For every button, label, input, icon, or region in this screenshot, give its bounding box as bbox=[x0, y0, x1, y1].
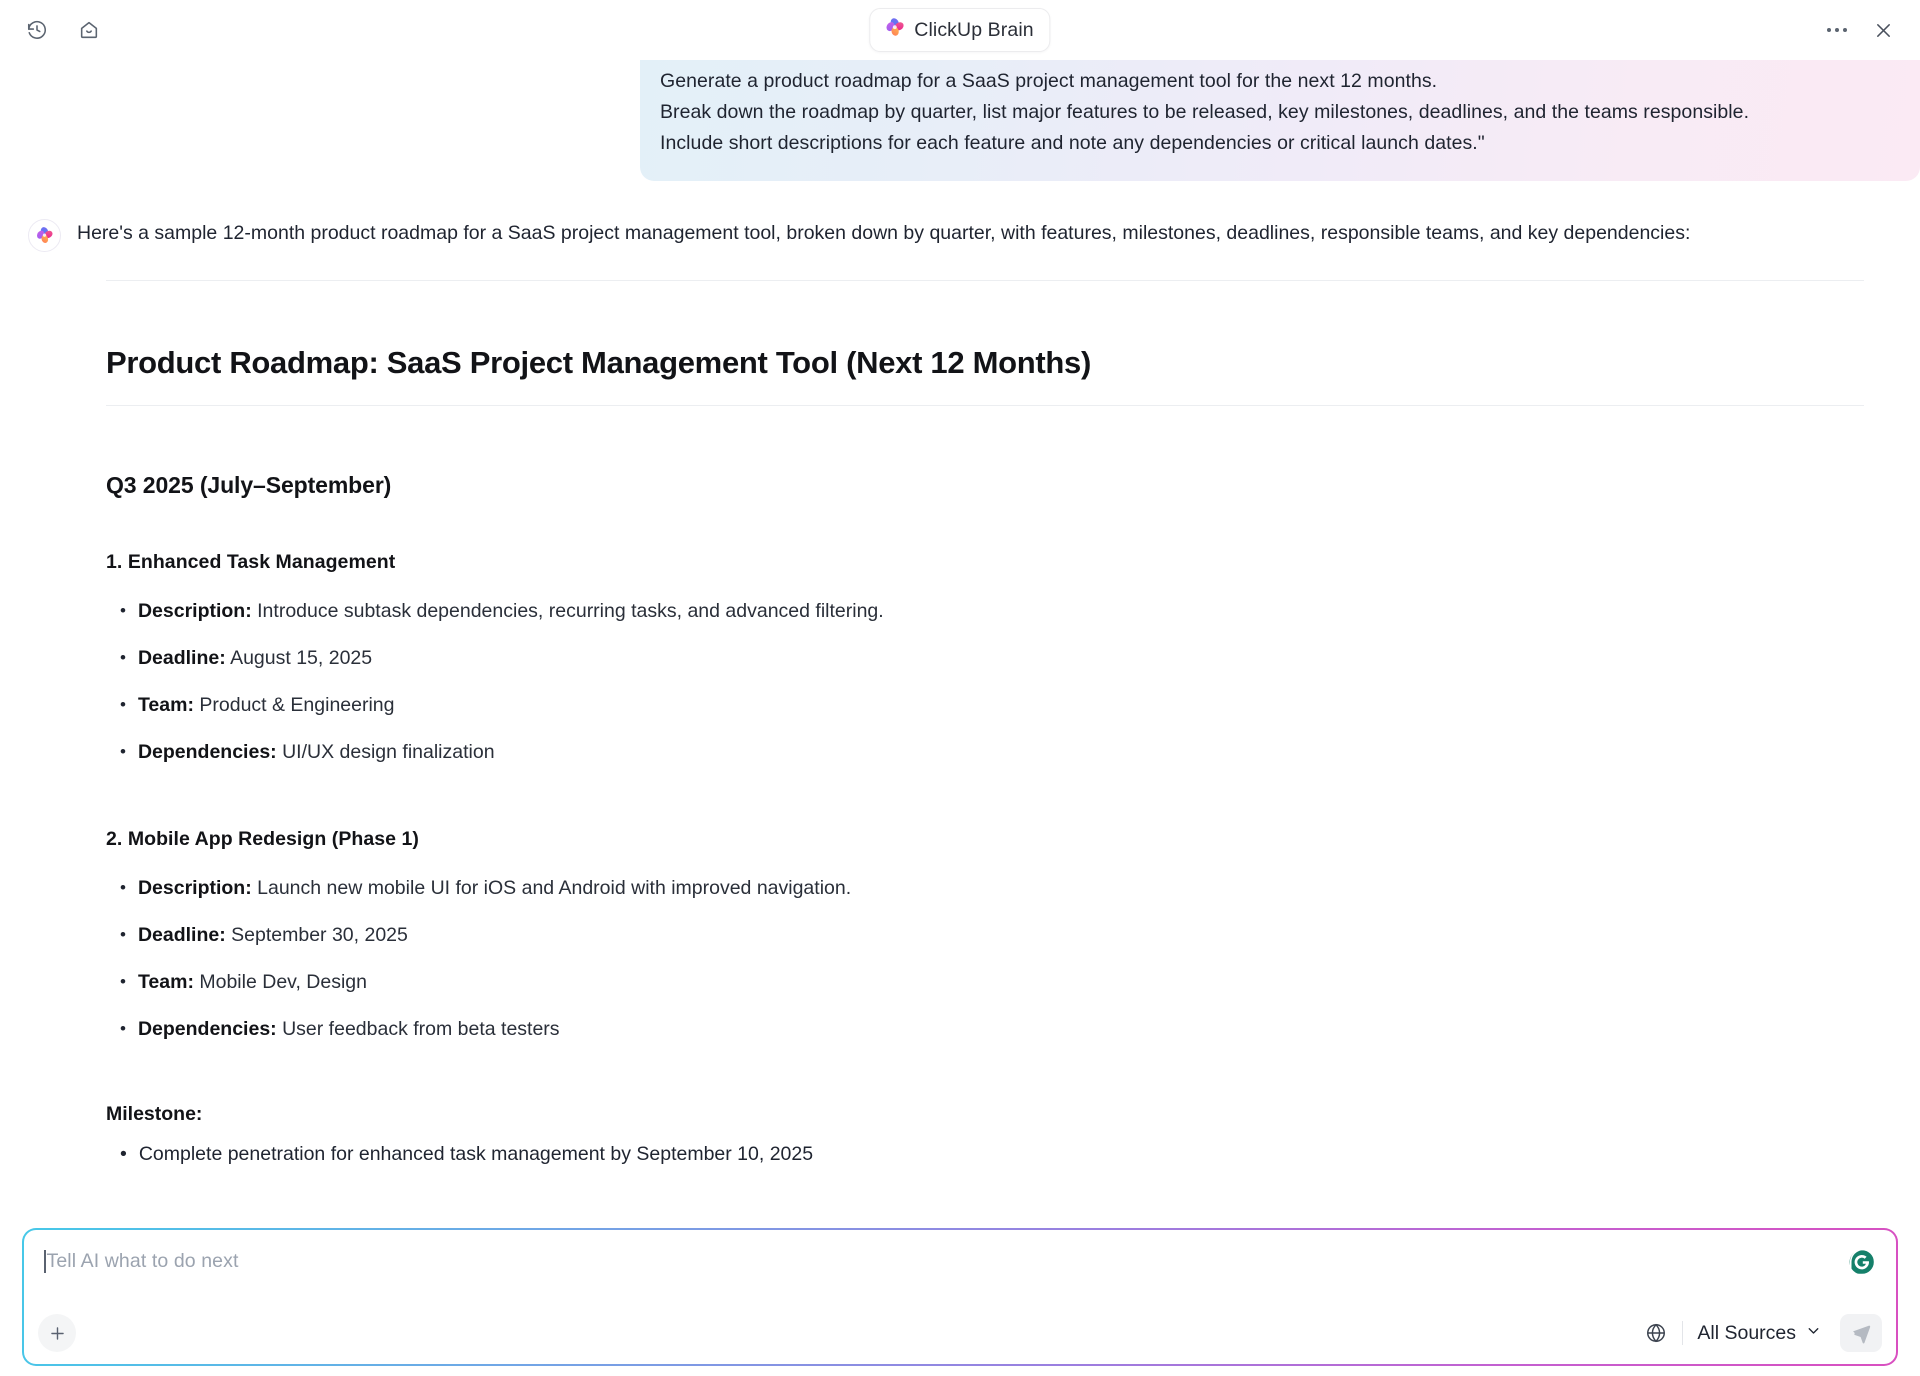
bullet-dot-icon: • bbox=[120, 601, 126, 620]
quarter-heading: Q3 2025 (July–September) bbox=[106, 472, 392, 498]
toolbar-divider bbox=[1682, 1321, 1683, 1345]
close-icon[interactable] bbox=[1868, 15, 1898, 45]
conversation-content bbox=[0, 48, 1920, 1169]
feature-title: 1. Enhanced Task Management bbox=[106, 551, 396, 573]
globe-icon[interactable] bbox=[1636, 1315, 1676, 1351]
composer-input-row[interactable] bbox=[44, 1248, 1876, 1274]
milestone-heading: Milestone: bbox=[106, 1103, 203, 1125]
milestone-text: Complete penetration for enhanced task management by September 10, 2025 bbox=[138, 1143, 814, 1165]
list-item bbox=[106, 588, 1842, 635]
sources-dropdown[interactable] bbox=[1693, 1316, 1826, 1351]
bullet-value: UI/UX design finalization bbox=[282, 741, 495, 763]
intro-divider bbox=[106, 280, 1864, 281]
bullet-label: Team: bbox=[137, 694, 194, 716]
list-item bbox=[106, 912, 1842, 959]
brain-title-label: ClickUp Brain bbox=[914, 18, 1034, 41]
feature-bullet-list bbox=[106, 588, 1842, 776]
assistant-avatar bbox=[28, 219, 61, 252]
milestone-list-item bbox=[106, 1126, 1842, 1169]
list-item bbox=[106, 865, 1842, 912]
bullet-dot-icon: • bbox=[120, 742, 126, 761]
chevron-down-icon bbox=[1805, 1322, 1822, 1345]
composer-container bbox=[22, 1228, 1898, 1366]
title-divider bbox=[106, 405, 1864, 406]
feature-block bbox=[106, 551, 1842, 776]
bullet-dot-icon: • bbox=[120, 878, 126, 897]
history-clock-icon[interactable] bbox=[22, 15, 52, 45]
plus-icon[interactable] bbox=[38, 1314, 76, 1352]
bullet-value: September 30, 2025 bbox=[231, 924, 408, 946]
brain-title-badge[interactable] bbox=[869, 8, 1050, 52]
conversation-scroll-area[interactable] bbox=[0, 48, 1920, 1376]
list-item bbox=[106, 729, 1842, 776]
bullet-value: August 15, 2025 bbox=[230, 647, 373, 669]
bullet-label: Team: bbox=[137, 971, 194, 993]
bullet-value: Mobile Dev, Design bbox=[199, 971, 368, 993]
bullet-dot-icon: • bbox=[120, 972, 126, 991]
list-item bbox=[106, 959, 1842, 1006]
window-topbar bbox=[0, 0, 1920, 60]
page-title: Product Roadmap: SaaS Project Management Tool (Next 12 Months) bbox=[106, 345, 1092, 380]
composer-toolbar bbox=[24, 1302, 1896, 1364]
list-item bbox=[106, 635, 1842, 682]
topbar-right-actions bbox=[1822, 15, 1898, 45]
topbar-left-actions bbox=[22, 15, 104, 45]
send-button[interactable] bbox=[1840, 1314, 1882, 1352]
bullet-label: Description: bbox=[137, 877, 252, 899]
assistant-answer bbox=[0, 181, 1920, 1169]
bullet-label: Description: bbox=[137, 600, 252, 622]
feature-title: 2. Mobile App Redesign (Phase 1) bbox=[106, 828, 419, 850]
home-smile-icon[interactable] bbox=[74, 15, 104, 45]
user-prompt-line: Include short descriptions for each feature and note any dependencies or critical launch dates." bbox=[660, 132, 1485, 154]
bullet-dot-icon: • bbox=[120, 1143, 127, 1165]
bullet-label: Deadline: bbox=[137, 924, 226, 946]
bullet-dot-icon: • bbox=[120, 1019, 126, 1038]
search-input[interactable]: Tell AI what to do next bbox=[46, 1250, 239, 1272]
bullet-value: Introduce subtask dependencies, recurring tasks, and advanced filtering. bbox=[257, 600, 884, 622]
bullet-label: Dependencies: bbox=[137, 741, 277, 763]
bullet-dot-icon: • bbox=[120, 648, 126, 667]
composer-gradient-border bbox=[22, 1228, 1898, 1366]
list-item bbox=[106, 682, 1842, 729]
clickup-brain-logo-icon bbox=[884, 17, 905, 43]
roadmap-document bbox=[28, 343, 1842, 1169]
feature-bullet-list bbox=[106, 865, 1842, 1053]
sources-label: All Sources bbox=[1697, 1321, 1796, 1344]
feature-block bbox=[106, 828, 1842, 1053]
user-prompt-row bbox=[0, 48, 1920, 181]
grammarly-icon[interactable] bbox=[1844, 1244, 1880, 1280]
user-prompt-bubble bbox=[640, 48, 1920, 181]
bullet-value: Launch new mobile UI for iOS and Android with improved navigation. bbox=[257, 877, 852, 899]
more-options-icon[interactable] bbox=[1822, 15, 1852, 45]
composer-right-controls bbox=[1636, 1314, 1882, 1352]
assistant-intro-text: Here's a sample 12-month product roadmap for a SaaS project management tool, broken down by quarter, with features, milestones, deadlines, responsible teams, and key dependencies: bbox=[77, 222, 1691, 244]
assistant-answer-header bbox=[28, 217, 1842, 252]
bullet-value: Product & Engineering bbox=[199, 694, 395, 716]
bullet-label: Dependencies: bbox=[137, 1018, 277, 1040]
user-prompt-line: Generate a product roadmap for a SaaS project management tool for the next 12 months. bbox=[660, 70, 1438, 92]
bullet-value: User feedback from beta testers bbox=[282, 1018, 560, 1040]
user-prompt-line: Break down the roadmap by quarter, list major features to be released, key milestones, deadlines, and the teams responsible. bbox=[660, 101, 1750, 123]
bullet-label: Deadline: bbox=[137, 647, 226, 669]
bullet-dot-icon: • bbox=[120, 695, 126, 714]
bullet-dot-icon: • bbox=[120, 925, 126, 944]
composer-inner[interactable] bbox=[24, 1230, 1896, 1364]
list-item bbox=[106, 1006, 1842, 1053]
